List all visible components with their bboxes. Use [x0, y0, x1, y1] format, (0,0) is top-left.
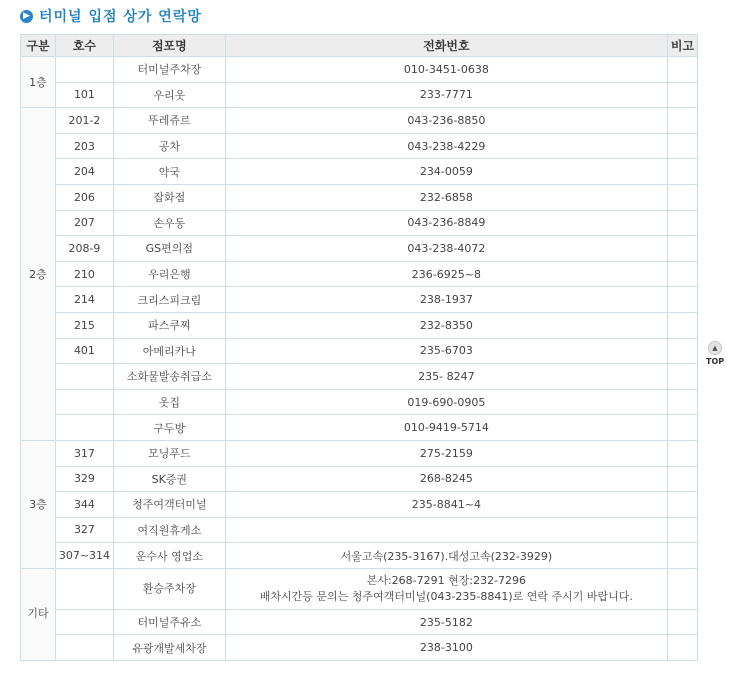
store-name-cell: 소화물발송취급소 [113, 364, 225, 390]
store-name-cell: 모닝푸드 [113, 440, 225, 466]
store-name-cell: 터미널주유소 [113, 609, 225, 635]
note-cell [668, 568, 698, 609]
note-cell [668, 57, 698, 83]
note-cell [668, 492, 698, 518]
phone-cell: 234-0059 [225, 159, 667, 185]
phone-cell: 043-236-8850 [225, 108, 667, 134]
table-row [21, 568, 698, 609]
unit-cell [55, 568, 113, 609]
store-name-cell: 아메리카나 [113, 338, 225, 364]
unit-cell: 317 [55, 440, 113, 466]
note-cell [668, 236, 698, 262]
unit-cell [55, 389, 113, 415]
table-row [21, 492, 698, 518]
store-name-cell: 공차 [113, 133, 225, 159]
unit-cell: 215 [55, 312, 113, 338]
store-name-cell: 뚜레쥬르 [113, 108, 225, 134]
store-name-cell: 우리은행 [113, 261, 225, 287]
top-label: TOP [706, 357, 725, 366]
header-note: 비고 [668, 35, 698, 57]
unit-cell: 203 [55, 133, 113, 159]
unit-cell: 329 [55, 466, 113, 492]
phone-cell: 서울고속(235-3167).대성고속(232-3929) [225, 543, 667, 569]
note-cell [668, 466, 698, 492]
store-name-cell: 약국 [113, 159, 225, 185]
note-cell [668, 133, 698, 159]
table-row [21, 389, 698, 415]
store-name-cell: 구두방 [113, 415, 225, 441]
table-row [21, 543, 698, 569]
table-row [21, 364, 698, 390]
phone-cell: 043-238-4229 [225, 133, 667, 159]
table-row [21, 261, 698, 287]
phone-cell: 043-238-4072 [225, 236, 667, 262]
chevron-right-icon: ▶ [20, 10, 33, 23]
floor-label: 기타 [21, 568, 56, 660]
store-name-cell: GS편의점 [113, 236, 225, 262]
unit-cell: 401 [55, 338, 113, 364]
table-row [21, 415, 698, 441]
table-row [21, 287, 698, 313]
table-row [21, 210, 698, 236]
floor-label: 2층 [21, 108, 56, 441]
store-directory-table [20, 34, 698, 661]
unit-cell: 210 [55, 261, 113, 287]
store-name-cell: 유광개발세차장 [113, 635, 225, 661]
note-cell [668, 108, 698, 134]
phone-cell: 235- 8247 [225, 364, 667, 390]
phone-cell: 235-8841~4 [225, 492, 667, 518]
table-body [21, 57, 698, 661]
unit-cell: 344 [55, 492, 113, 518]
note-cell [668, 287, 698, 313]
phone-cell [225, 568, 667, 609]
table-row [21, 133, 698, 159]
table-row [21, 184, 698, 210]
header-phone: 전화번호 [225, 35, 667, 57]
unit-cell [55, 609, 113, 635]
table-row [21, 338, 698, 364]
store-name-cell: 잡화점 [113, 184, 225, 210]
table-row [21, 635, 698, 661]
table-row [21, 609, 698, 635]
table-row [21, 159, 698, 185]
chevron-up-icon: ▲ [708, 341, 722, 355]
phone-cell: 010-3451-0638 [225, 57, 667, 83]
table-row [21, 517, 698, 543]
store-name-cell: 파스쿠찌 [113, 312, 225, 338]
store-name-cell: SK증권 [113, 466, 225, 492]
note-cell [668, 389, 698, 415]
unit-cell [55, 364, 113, 390]
unit-cell [55, 415, 113, 441]
note-cell [668, 543, 698, 569]
unit-cell: 214 [55, 287, 113, 313]
phone-cell: 232-6858 [225, 184, 667, 210]
note-cell [668, 415, 698, 441]
store-name-cell: 우리옷 [113, 82, 225, 108]
unit-cell: 101 [55, 82, 113, 108]
phone-cell [225, 517, 667, 543]
table-row [21, 236, 698, 262]
table-row [21, 82, 698, 108]
phone-line: 본사:268-7291 현장:232-7296 [366, 573, 527, 587]
table-row [21, 312, 698, 338]
note-cell [668, 261, 698, 287]
phone-cell: 019-690-0905 [225, 389, 667, 415]
unit-cell [55, 635, 113, 661]
header-section: 구분 [21, 35, 56, 57]
phone-cell: 043-236-8849 [225, 210, 667, 236]
note-cell [668, 635, 698, 661]
back-to-top-button[interactable] [706, 341, 724, 366]
store-name-cell: 터미널주차장 [113, 57, 225, 83]
unit-cell [55, 57, 113, 83]
header-store-name: 점포명 [113, 35, 225, 57]
phone-cell: 275-2159 [225, 440, 667, 466]
store-name-cell: 손우동 [113, 210, 225, 236]
phone-cell: 010-9419-5714 [225, 415, 667, 441]
phone-cell: 268-8245 [225, 466, 667, 492]
store-name-cell: 크리스피크림 [113, 287, 225, 313]
floor-label: 3층 [21, 440, 56, 568]
unit-cell: 208-9 [55, 236, 113, 262]
header-unit: 호수 [55, 35, 113, 57]
phone-cell: 232-8350 [225, 312, 667, 338]
note-cell [668, 440, 698, 466]
note-cell [668, 159, 698, 185]
note-cell [668, 82, 698, 108]
phone-cell: 236-6925~8 [225, 261, 667, 287]
unit-cell: 207 [55, 210, 113, 236]
unit-cell: 201-2 [55, 108, 113, 134]
phone-cell: 235-6703 [225, 338, 667, 364]
page-header [20, 6, 202, 26]
store-name-cell: 여직원휴게소 [113, 517, 225, 543]
floor-label: 1층 [21, 57, 56, 108]
table-row [21, 108, 698, 134]
note-cell [668, 184, 698, 210]
store-name-cell: 환승주차장 [113, 568, 225, 609]
unit-cell: 206 [55, 184, 113, 210]
table-header-row [21, 35, 698, 57]
note-cell [668, 210, 698, 236]
phone-cell: 238-3100 [225, 635, 667, 661]
table-row [21, 57, 698, 83]
phone-cell: 238-1937 [225, 287, 667, 313]
page-title: 터미널 입점 상가 연락망 [39, 9, 202, 25]
phone-cell: 233-7771 [225, 82, 667, 108]
phone-cell: 235-5182 [225, 609, 667, 635]
store-name-cell: 옷집 [113, 389, 225, 415]
note-cell [668, 364, 698, 390]
note-cell [668, 609, 698, 635]
store-name-cell: 청주여객터미널 [113, 492, 225, 518]
phone-note-line: 배차시간등 문의는 청주여객터미널(043-235-8841)로 연락 주시기 바랍니다. [259, 589, 633, 603]
unit-cell: 327 [55, 517, 113, 543]
note-cell [668, 517, 698, 543]
store-name-cell: 운수사 영업소 [113, 543, 225, 569]
table-row [21, 440, 698, 466]
note-cell [668, 312, 698, 338]
unit-cell: 307~314 [55, 543, 113, 569]
unit-cell: 204 [55, 159, 113, 185]
note-cell [668, 338, 698, 364]
table-row [21, 466, 698, 492]
